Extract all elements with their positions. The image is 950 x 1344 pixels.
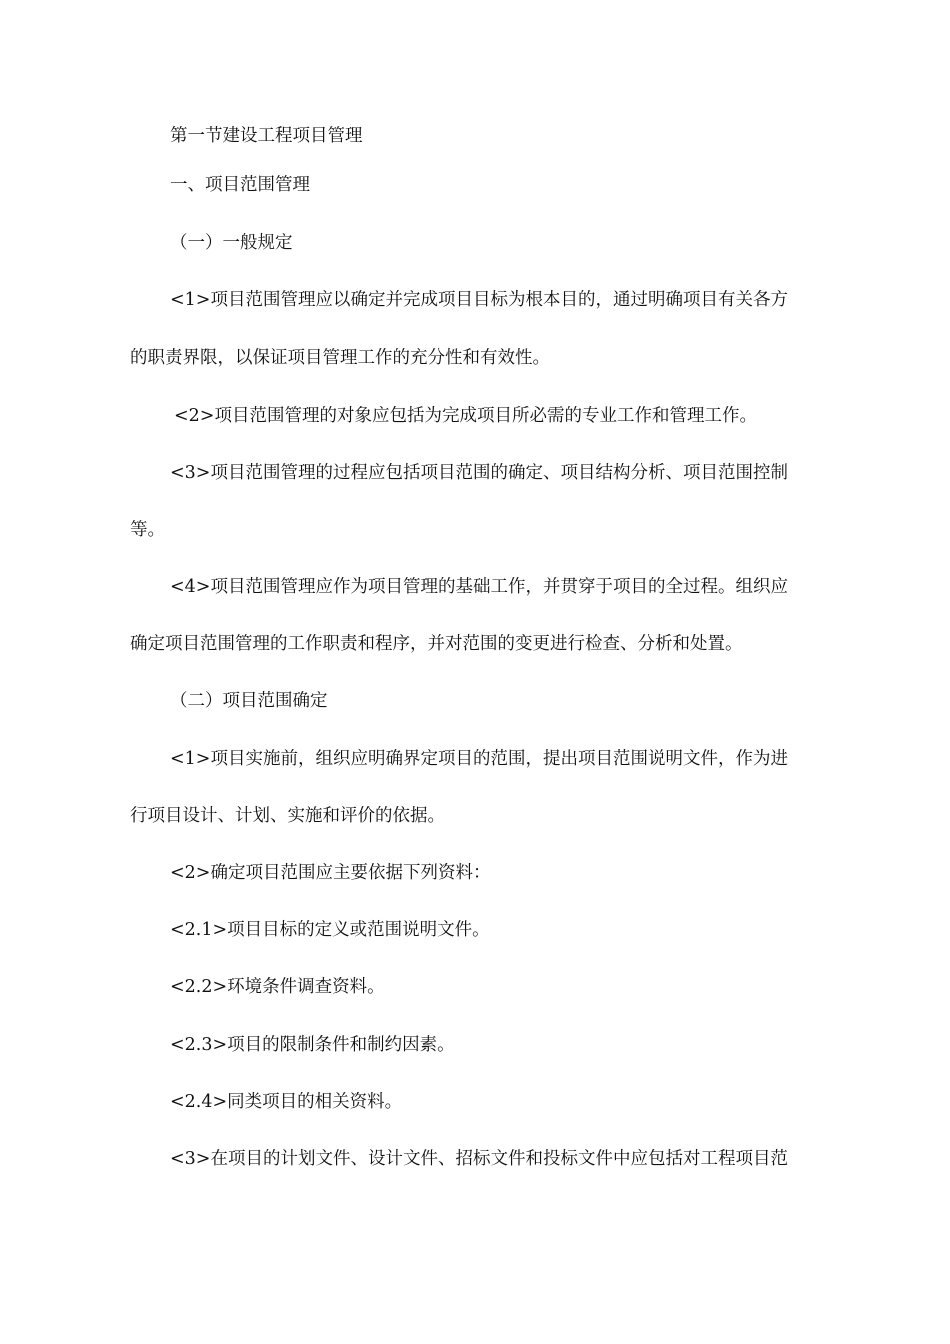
paragraph-line: <4>项目范围管理应作为项目管理的基础工作，并贯穿于项目的全过程。组织应 [170, 577, 788, 597]
paragraph-line: 行项目设计、计划、实施和评价的依据。 [130, 806, 445, 826]
heading-level-2: （一）一般规定 [170, 233, 293, 253]
heading-level-2: （二）项目范围确定 [170, 691, 328, 711]
paragraph-line: 确定项目范围管理的工作职责和程序，并对范围的变更进行检查、分析和处置。 [130, 634, 743, 654]
list-item: <2.4>同类项目的相关资料。 [170, 1092, 403, 1112]
heading-level-1: 一、项目范围管理 [170, 175, 310, 195]
paragraph-line: 等。 [130, 520, 165, 540]
paragraph-line: <1>项目实施前，组织应明确界定项目的范围，提出项目范围说明文件，作为进 [170, 749, 788, 769]
list-item: <2.2>环境条件调查资料。 [170, 977, 385, 997]
paragraph-line: <1>项目范围管理应以确定并完成项目目标为根本目的，通过明确项目有关各方 [170, 290, 788, 310]
paragraph-line: <3>在项目的计划文件、设计文件、招标文件和投标文件中应包括对工程项目范 [170, 1149, 788, 1169]
paragraph-line: <2>项目范围管理的对象应包括为完成项目所必需的专业工作和管理工作。 [174, 406, 757, 426]
paragraph-line: 的职责界限，以保证项目管理工作的充分性和有效性。 [130, 348, 550, 368]
list-item: <2.3>项目的限制条件和制约因素。 [170, 1035, 455, 1055]
section-title: 第一节建设工程项目管理 [170, 126, 363, 146]
paragraph-line: <3>项目范围管理的过程应包括项目范围的确定、项目结构分析、项目范围控制 [170, 463, 788, 483]
paragraph-line: <2>确定项目范围应主要依据下列资料： [170, 863, 491, 883]
list-item: <2.1>项目目标的定义或范围说明文件。 [170, 920, 490, 940]
